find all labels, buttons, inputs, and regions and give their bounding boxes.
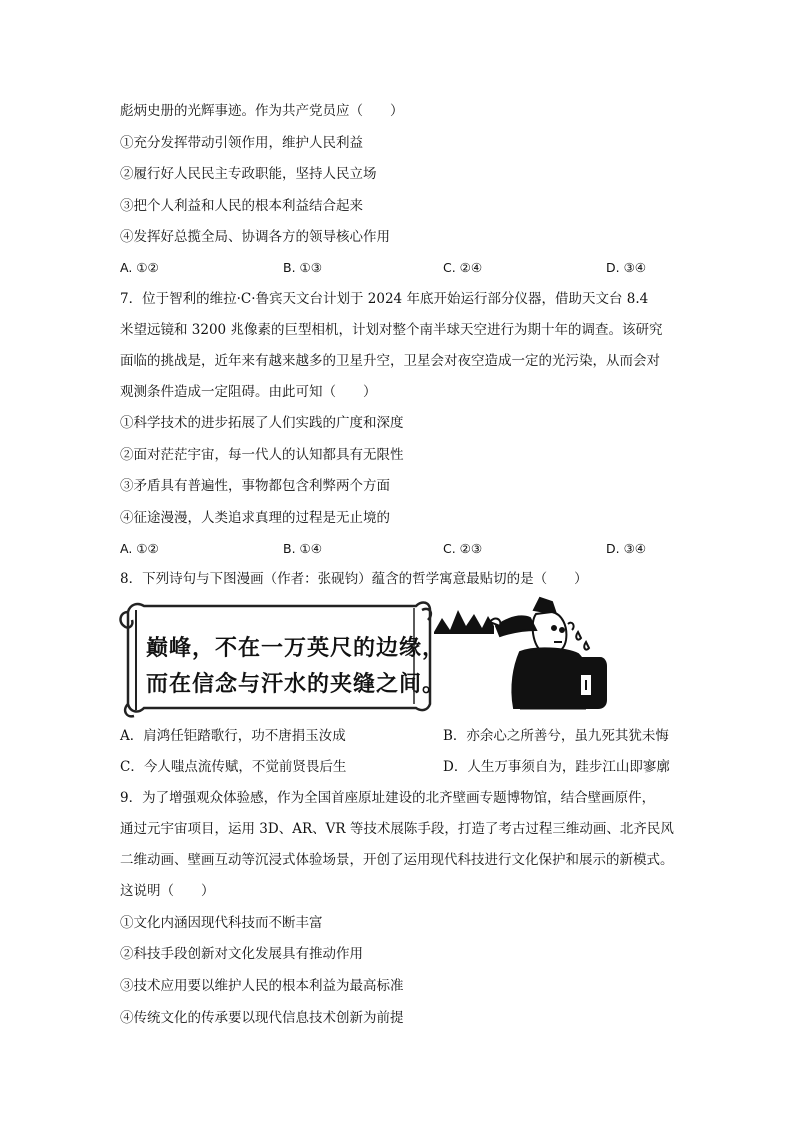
q8-options-row-1 (120, 726, 680, 746)
q7-option-b[interactable]: B. ①④ (283, 541, 322, 556)
q8-stem: 8．下列诗句与下图漫画（作者：张砚钧）蕴含的哲学寓意最贴切的是（ ） (120, 571, 588, 587)
q7-stem-line-3: 面临的挑战是，近年来有越来越多的卫星升空，卫星会对夜空造成一定的光污染，从而会对 (120, 353, 660, 369)
q6-option-b[interactable]: B. ①③ (283, 260, 322, 275)
q6-options (120, 258, 680, 278)
q6-item-4: ④发挥好总揽全局、协调各方的领导核心作用 (120, 229, 390, 245)
q7-option-a[interactable]: A. ①② (120, 541, 159, 556)
q9-item-2: ②科技手段创新对文化发展具有推动作用 (120, 946, 363, 962)
q7-item-2: ②面对茫茫宇宙，每一代人的认知都具有无限性 (120, 447, 404, 463)
q7-item-3: ③矛盾具有普遍性，事物都包含利弊两个方面 (120, 478, 390, 494)
q6-stem-tail: 彪炳史册的光辉事迹。作为共产党员应（ ） (120, 103, 404, 119)
q6-option-d[interactable]: D. ③④ (606, 260, 646, 275)
q9-stem-line-3: 二维动画、壁画互动等沉浸式体验场景，开创了运用现代科技进行文化保护和展示的新模式。 (120, 852, 674, 868)
q9-item-4: ④传统文化的传承要以现代信息技术创新为前提 (120, 1010, 404, 1026)
q7-item-1: ①科学技术的进步拓展了人们实践的广度和深度 (120, 415, 404, 431)
q6-option-a[interactable]: A. ①② (120, 260, 159, 275)
q8-option-c[interactable]: C．今人嗤点流传赋，不觉前贤畏后生 (120, 759, 347, 775)
q6-item-3: ③把个人利益和人民的根本利益结合起来 (120, 198, 363, 214)
q9-stem-line-4: 这说明（ ） (120, 883, 215, 899)
cartoon-figure (490, 598, 606, 708)
q9-item-1: ①文化内涵因现代科技而不断丰富 (120, 915, 323, 931)
q7-item-4: ④征途漫漫，人类追求真理的过程是无止境的 (120, 510, 390, 526)
cartoon-text-line-1: 巅峰，不在一万英尺的边缘， (146, 636, 446, 661)
q8-option-d[interactable]: D．人生万事须自为，跬步江山即寥廓 (443, 759, 670, 775)
q7-option-c[interactable]: C. ②③ (443, 541, 483, 556)
q9-stem-line-2: 通过元宇宙项目，运用 3D、AR、VR 等技术展陈手段，打造了考古过程三维动画、北齐民风 (120, 821, 674, 837)
q8-option-a[interactable]: A．肩鸿任钜踏歌行，功不唐捐玉汝成 (120, 728, 346, 744)
q9-stem-line-1: 9．为了增强观众体验感，作为全国首座原址建设的北齐壁画专题博物馆，结合壁画原件， (120, 790, 656, 806)
q8-options-row-2 (120, 757, 680, 777)
q7-stem-line-1: 7．位于智利的维拉·C·鲁宾天文台计划于 2024 年底开始运行部分仪器，借助天文台 8.4 (120, 291, 649, 307)
q7-stem-line-4: 观测条件造成一定阻碍。由此可知（ ） (120, 384, 377, 400)
q7-option-d[interactable]: D. ③④ (606, 541, 646, 556)
q6-item-1: ①充分发挥带动引领作用，维护人民利益 (120, 135, 363, 151)
cartoon-text-line-2: 而在信念与汗水的夹缝之间。 (146, 672, 446, 697)
q9-item-3: ③技术应用要以维护人民的根本利益为最高标准 (120, 978, 404, 994)
q6-option-c[interactable]: C. ②④ (443, 260, 483, 275)
q7-stem-line-2: 米望远镜和 3200 兆像素的巨型相机，计划对整个南半球天空进行为期十年的调查。该研究 (120, 322, 663, 338)
q8-option-b[interactable]: B．亦余心之所善兮，虽九死其犹未悔 (443, 728, 669, 744)
q6-item-2: ②履行好人民民主专政职能，坚持人民立场 (120, 166, 377, 182)
q7-options (120, 539, 680, 559)
